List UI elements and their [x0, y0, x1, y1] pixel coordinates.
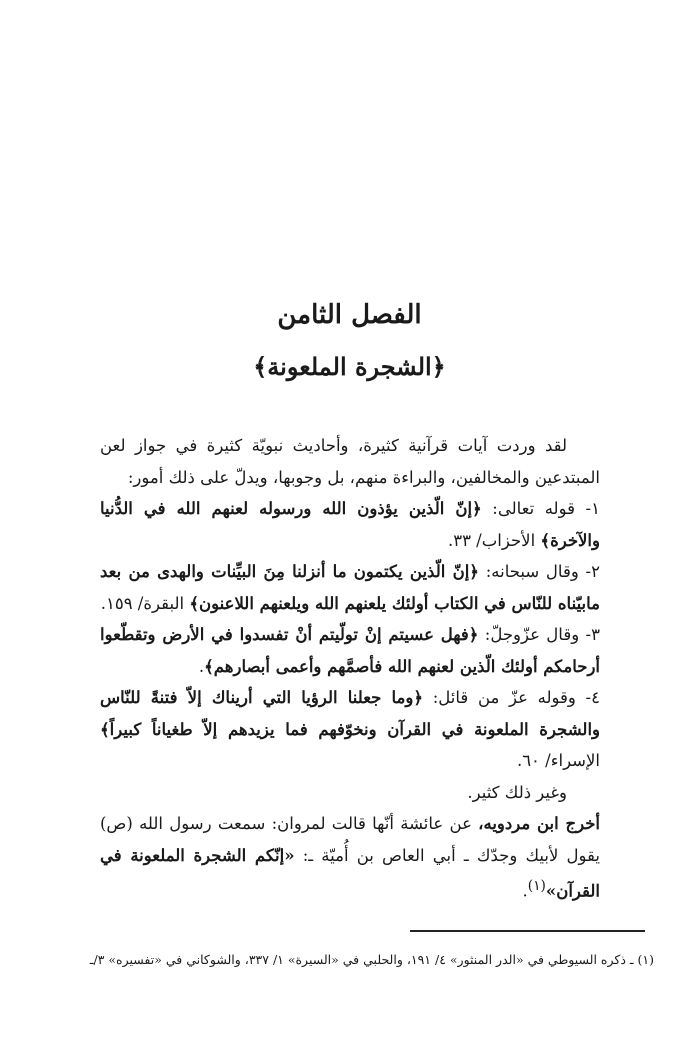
item-lead: ٢- وقال سبحانه:: [478, 562, 600, 581]
quran-verse: ﴿فهل عسيتم إنْ تولّيتم أنْ تفسدوا في الأرض وتقطّعوا أرحامكم أولئك الّذين لعنهم الله فأصمَّهم وأعمى أبصارهم﴾: [100, 625, 600, 676]
verse-reference: الإسراء/ ٦٠.: [516, 751, 600, 770]
list-item: [100, 619, 600, 682]
item-lead: ٤- وقوله عزّ من قائل:: [423, 688, 601, 707]
quran-verse: ﴿إنّ الّذين يؤذون الله ورسوله لعنهم الله في الدُّنيا والآخرة﴾: [100, 499, 600, 550]
item-lead: ٣- وقال عزّوجلّ:: [478, 625, 600, 644]
list-item: [100, 556, 600, 619]
item-lead: ١- قوله تعالى:: [481, 499, 600, 518]
hadith-end: .: [522, 881, 528, 901]
quran-verse: ﴿وما جعلنا الرؤيا التي أريناك إلاّ فتنةً للنّاس والشجرة الملعونة في القرآن ونخوّفهم فما يزيدهم إلاّ طغياناً كبيراً﴾: [100, 688, 600, 739]
list-item: [100, 493, 600, 556]
footnote-marker: (١): [527, 878, 546, 894]
footnote: (١) ـ ذكره السيوطي في «الدر المنثور» ٤/ ١٩١، والحلبي في «السيرة» ١/ ٣٣٧، والشوكاني في «تفسيره» ٣/ـ: [89, 952, 654, 967]
hadith-text: عن عائشة أنّها قالت لمروان: سمعت رسول الله (ص) يقول لأبيك وجدّك ـ أبي العاص بن أُميّة ـ:: [100, 814, 600, 865]
chapter-subtitle: ﴿الشجرة الملعونة﴾: [253, 352, 446, 381]
intro-paragraph: لقد وردت آيات قرآنية كثيرة، وأحاديث نبويّة كثيرة في جواز لعن المبتدعين والمخالفين، والبراءة منهم، بل وجوبها، ويدلّ على ذلك أمور:: [100, 436, 600, 487]
closing-line: وغير ذلك كثير.: [467, 782, 567, 802]
verse-reference: الأحزاب/ ٣٣.: [447, 530, 541, 550]
chapter-title: الفصل الثامن: [277, 300, 422, 330]
body-text: [100, 430, 600, 907]
quran-verse: ﴿إنّ الّذين يكتمون ما أنزلنا مِنَ البيِّنات والهدى من بعد مابيّناه للنّاس في الكتاب أولئك يلعنهم الله ويلعنهم اللاعنون﴾: [100, 562, 600, 613]
verse-reference: .: [198, 656, 205, 676]
list-item: [100, 682, 600, 777]
hadith-source: أخرج ابن مردويه،: [478, 814, 600, 833]
hadith-quote: «إنّكم الشجرة الملعونة في القرآن»: [100, 845, 600, 901]
footnote-divider: [410, 930, 645, 932]
hadith-paragraph: [100, 808, 600, 907]
verse-reference: البقرة/ ١٥٩.: [100, 593, 190, 613]
